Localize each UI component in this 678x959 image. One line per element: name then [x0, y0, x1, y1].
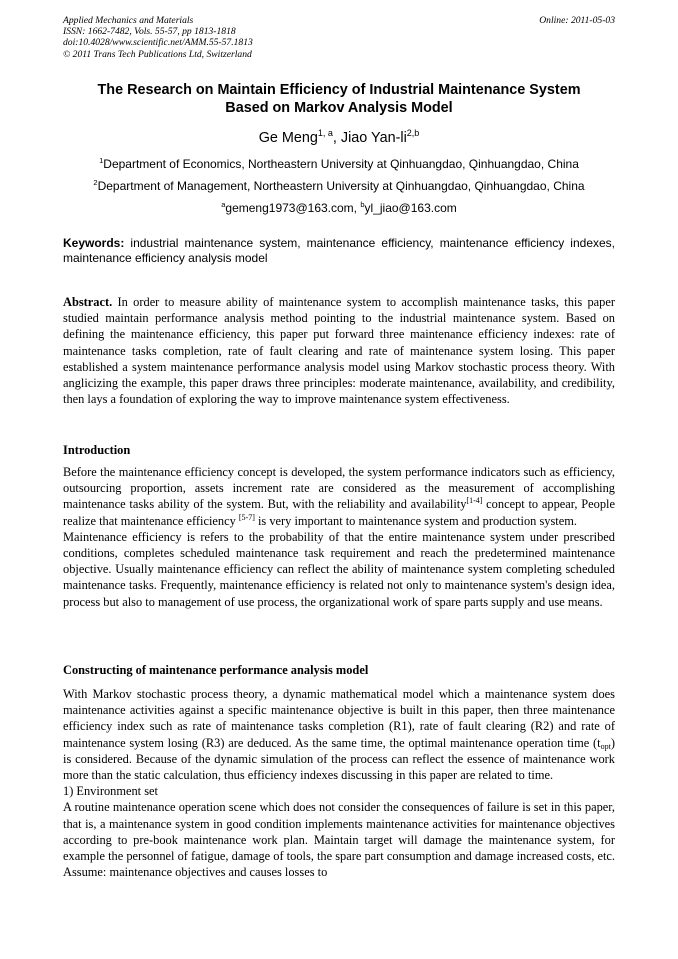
model-paragraph-1: [63, 686, 615, 783]
affiliation-1-mark: 1: [99, 156, 104, 165]
affiliation-1: [63, 157, 615, 172]
journal-header: [63, 15, 615, 60]
citation-1-4: [1-4]: [466, 496, 483, 506]
doi-line: doi:10.4028/www.scientific.net/AMM.55-57.1813: [63, 37, 253, 49]
environment-set-subheading: 1) Environment set: [63, 784, 158, 799]
introduction-paragraph-2: Maintenance efficiency is refers to the probability of that the entire maintenance system under prescribed conditions, completes scheduled maintenance task requirement and reach the predetermined maintenance objective. Usually maintenance efficiency can reflect the ability of maintenance system completing scheduled maintenance tasks. Frequently, maintenance efficiency is related not only to maintenance system's design idea, process but also to management of use process, the organizational work of spare parts supply and use means.: [63, 529, 615, 609]
author-separator: ,: [332, 130, 341, 146]
citation-5-7: [5-7]: [238, 512, 255, 522]
affiliation-1-text: Department of Economics, Northeastern University at Qinhuangdao, Qinhuangdao, China: [103, 157, 579, 171]
model-paragraph-2: A routine maintenance operation scene which does not consider the consequences of failure is set in this paper, that is, a maintenance system in good condition implements maintenance activities for maintenance objectives according to pre-book maintenance work plan. Maintain target will damage the maintenance system, for example the personnel of fatigue, damage of tools, the spare part consumption and damage increased costs, etc. Assume: maintenance objectives and causes losses to: [63, 800, 615, 880]
introduction-paragraph-1: [63, 464, 615, 529]
title-line-1: The Research on Maintain Efficiency of Industrial Maintenance System: [97, 82, 581, 98]
t-opt-subscript: opt: [600, 741, 611, 751]
keywords-text: industrial maintenance system, maintenance efficiency, maintenance efficiency indexes, maintenance efficiency analysis model: [63, 236, 615, 265]
keywords-label: Keywords:: [63, 236, 125, 250]
author-2-affil-mark: 2,b: [406, 128, 420, 138]
model-section-heading: Constructing of maintenance performance analysis model: [63, 663, 369, 677]
title-line-2: Based on Markov Analysis Model: [225, 100, 453, 116]
intro-p1-part-b: concept to appear, People realize that maintenance efficiency: [63, 497, 615, 528]
model-section-body: [63, 686, 615, 880]
affiliation-2: [63, 179, 615, 194]
author-1-affil-mark: 1, a: [317, 128, 333, 138]
keywords-block: [63, 236, 615, 266]
intro-p1-part-c: is very important to maintenance system and production system.: [254, 513, 577, 528]
model-p1-part-b: ) is considered. Because of the dynamic simulation of the process can reflect the essence of maintenance work more than the static calculation, thus efficiency indexes discussing in this paper are related to time.: [63, 735, 615, 783]
affiliation-2-text: Department of Management, Northeastern University at Qinhuangdao, Qinhuangdao, China: [97, 179, 585, 193]
email-2-mark: b: [360, 200, 365, 209]
abstract-label: Abstract.: [63, 295, 113, 309]
author-1: Ge Meng: [258, 130, 318, 146]
abstract-text: In order to measure ability of maintenance system to accomplish maintenance tasks, this paper studied maintain performance analysis method pointing to the industrial maintenance system. Based on defining the maintenance efficiency, this paper put forward three maintenance efficiency indexes: rate of maintenance tasks completion, rate of fault clearing and rate of maintenance system losing. This paper established a system maintenance performance analysis model using Markov stochastic process theory. With anglicizing the example, this paper draws three principles: moderate maintenance, availability, and credibility, then lays a foundation of exploring the way to improve maintenance system effectiveness.: [63, 295, 615, 407]
journal-name: Applied Mechanics and Materials: [63, 15, 194, 26]
affiliation-2-mark: 2: [93, 178, 98, 187]
introduction-heading: Introduction: [63, 443, 131, 457]
introduction-body: [63, 464, 615, 610]
author-2: Jiao Yan-li: [340, 130, 407, 146]
online-date: Online: 2011-05-03: [539, 15, 615, 26]
email-2: yl_jiao@163.com: [364, 201, 457, 215]
copyright-line: © 2011 Trans Tech Publications Ltd, Switzerland: [63, 48, 252, 60]
paper-title: [63, 81, 615, 117]
abstract-block: [63, 294, 615, 407]
issn-line: ISSN: 1662-7482, Vols. 55-57, pp 1813-1818: [63, 26, 236, 38]
email-line: [63, 201, 615, 216]
author-list: [63, 129, 615, 147]
email-1-mark: a: [221, 200, 226, 209]
intro-p1-part-a: Before the maintenance efficiency concept is developed, the system performance indicators such as efficiency, outsourcing proportion, assets increment rate are considered as the measurement of accomplishing maintenance tasks ability of the system. But, with the reliability and availability: [63, 465, 615, 512]
model-p1-part-a: With Markov stochastic process theory, a dynamic mathematical model which a maintenance system does maintenance activities against a specific maintenance objective is built in this paper, then three maintenance efficiency index such as rate of maintenance tasks completion (R1), rate of fault clearing (R2) and rate of maintenance system losing (R3) are deduced. As the same time, the optimal maintenance operation time (t: [63, 687, 615, 750]
email-1: gemeng1973@163.com,: [225, 201, 361, 215]
